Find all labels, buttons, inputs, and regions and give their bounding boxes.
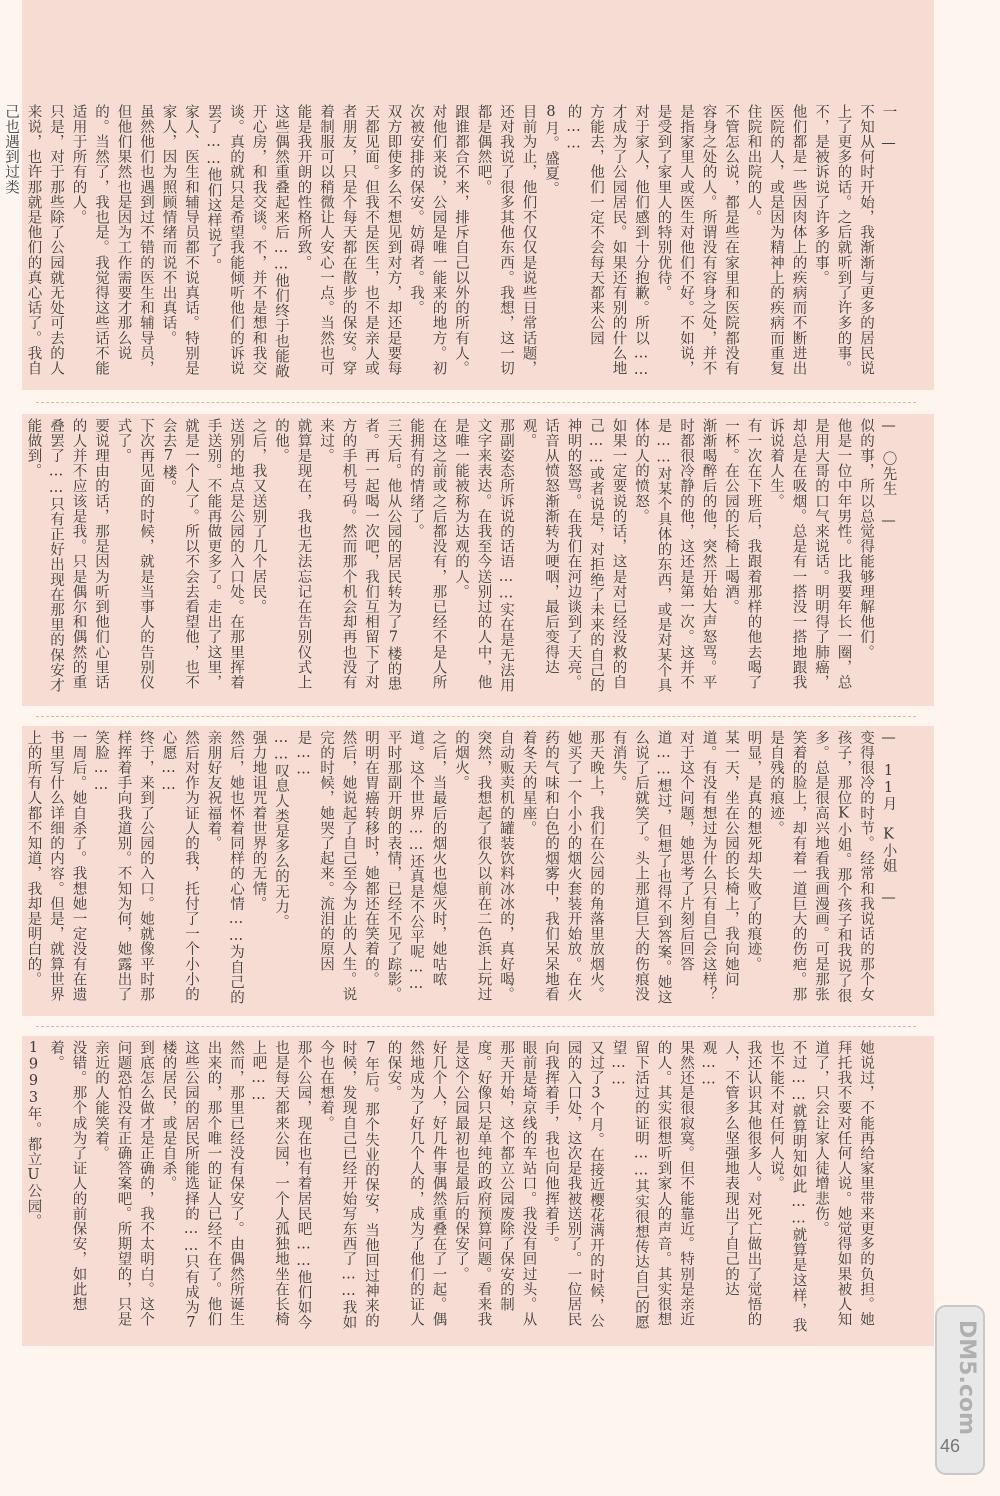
section-body: 似的事，所以总觉得能够理解他们。 他是一位中年男性。比我要年长一圈，总是用大哥的口气来说话。明明得了肺癌，却总是在吸烟。总是有一搭没一搭地跟我诉说着人生。 有一次在下班后，我跟着那样的他去喝了一杯。在公园的长椅上喝酒。 渐渐喝醉后的他，突然开始大声怒骂。平时都很冷静的他，这还是第一次。这并不是……对某个具体的东西，或是对某个具体的人的愤怒。 如果一定要说的话，这是对已经没救的自己……或者说是，对拒绝了未来的自己的神明的怒骂。在我们在河边谈到了天亮。 话音从愤怒渐渐转为哽咽，最后变得达观。 那副姿态所诉说的话语……实在是无法用文字来表达。在我至今送别过的人中，他是唯一能被称为达观的人。 在这之前或之后都没有，那已经不是人所能拥有的情绪了。 三天后。他从公园的居民转为了7楼的患者。再一起喝一次吧，我们互相留下了对方的手机号码。然而那个机会却再也没有来过。 就算是现在，我也无法忘记在告别仪式上的他。 之后，我又送别了几个居民。 送别的地点是公园的入口处。在那里挥着手送别。不能再做更多了。走出了这里，就是一个人了。所以不会去看望他，也不会去7楼。 下次再见面的时候，就是当事人的告别仪式了。 要说理由的话，那是因为听到他们心里话的人并不应该是我。只是偶尔和偶然的重叠罢了……只有正好出现在那里的保安才能做到。 xyxy=(25,418,874,693)
section-divider xyxy=(36,716,916,717)
section-heading: — 11月 K小姐 — xyxy=(880,730,897,907)
section-divider xyxy=(36,402,916,403)
section-divider xyxy=(36,1026,916,1027)
article-section-4 xyxy=(25,1040,922,1340)
article-section-3 xyxy=(25,730,922,1012)
section-body: 不知从何时开始，我渐渐与更多的居民说上了更多的话。之后就听到了许多的事。不，是被诉说了许多的事。 他们都是一些因肉体上的疾病而不断进出医院的人，或是因为精神上的疾病而重复住院和出院的人。 不管怎么说，都是些在家里和医院都没有容身之处的人。所谓没有容身之处，并不是指家里人或医生对他们不好。不如说，是受到了家里人的特别优待。 对于家人，他们感到十分抱歉。所以……才成为了公园居民。如果还有别的什么地方能去，他们一定不会每天都来公园的…… 8月。盛夏。 目前为止，他们不仅仅是说些日常话题，还对我说了很多其他东西。我想，这一切都是偶然吧。 跟谁都合不来，排斥自己以外的所有人。对他们来说，公园是唯一能来的地方。初次被安排的保安。妨碍者。我。 双方即使多么不想见到对方，却还是要每天都见面。但我不是医生，也不是亲人或者朋友，只是个每天都在散步的保安。穿着制服可以稍微让人安心一点。当然也可能是我开朗的性格所致。 这些偶然重叠起来后……他们终于也能敞开心房，和我交谈。不，并不是想和我交谈。真的就只是希望我能倾听他们的诉说罢了……他们这样说了。 家人、医生和辅导员都不说真话。特别是家人，因为照顾情绪而说不出真话。 虽然他们也遇到过不错的医生和辅导员，但他们果然也是因为工作需要才那么说的。当然了，我也是。我觉得这些话不能适用于所有的人。 只是，对于那些除了公园就无处可去的人来说，也许那就是他们的真心话了。我自己也遇到过类 xyxy=(3,104,874,379)
section-body: 她说过，不能再给家里带来更多的负担。她拜托我不要对任何人说。她觉得如果被人知道了，只会让家人徒增悲伤。 不过……就算明知如此……就算是这样，我也不能不对任何人说。 我还认识其他很多人。对死亡做出了觉悟的人，不管多么坚强地表现出了自己的达观…… 果然还是很寂寞。但不能靠近。特别是亲近的人。其实很想听到家人的声音。其实很想留下活过的证明……其实很想传达自己的愿望…… 又过了3个月。在接近樱花满开的时候，公园的入口处，这次是我被送别了。一位居民向我挥着手，我也向他挥着手。 眼前是埼京线的车站口。我没有回过头。从那天开始，这个都立公园废除了保安的制度。好像只是单纯的政府预算问题。看来我是这个公园最初也是最后的保安了。 好几个人，好几件事偶然重叠在了一起。偶然地成为了好几个人的，成为了他们的证人的保安。 7年后。那个失业的保安，当他回过神来的时候，发现自己已经开始写东西了……我如今也在想着。 那个公园，现在也有着居民吧……他们如今也是每天都来公园，一个人孤独地坐在长椅上吧…… 然而，那里已经没有保安了。由偶然所诞生出来的，那个唯一的证人已经不在了。他们这些公园的居民所能选择的……只有成为7楼的居民，或是自杀。 到底怎么做才是正确的，我不太明白。这个问题恐怕没有正确答案吧。所期望的，只是亲近的人能笑着。 没错。那个成为了证人的前保安，如此想着。 1993年。都立U公园。 xyxy=(25,1040,874,1333)
article-section-2 xyxy=(25,418,922,702)
section-heading: 一 — xyxy=(880,104,897,153)
section-body: 变得很冷的时节。经常和我说话的那个女孩子，那位K小姐。那个孩子和我说了很多。总是很高兴地看我画漫画。可是那张笑着的脸上，却有着一道巨大的伤疤。那是自残的痕迹。 明显，是真的想死却失败了的痕迹。 某一天，坐在公园的长椅上，我向她问道。有没有想过为什么只有自己会这样？ 对于这个问题，她思考了片刻后回答道……想过，但想了也得不到答案。她这么说了后就笑了。头上那道巨大的伤痕没有消失。 那天晚上，我们在公园的角落里放烟火。她买了一个小小的烟火套装开始放。在火药的气味和白色的烟雾中，我们呆呆地看着冬天的星座。 自动贩卖机的罐装饮料冰冰的，真好喝。突然，我想起了很久以前在二色浜上玩过的烟火。 之后，当最后的烟火也熄灭时，她咕哝道。这个世界……还真是不公平呢…… 平时那副开朗的表情，已经不见了踪影。明明在胃癌转移时，她都还在笑着的。 然后，她说起了自己至今为止的人生。说完的时候，她哭了起来。流泪的原因是…… ……叹息人类是多么的无力。 强力地诅咒着世界的无情。 然后，她也怀着同样的心情……为自己的亲朋好友祝福着。 然后对作为证人的我，托付了一个小小的心愿…… 终于，来到了公园的入口。她就像平时那样挥着手向我道别。不知为何，她露出了笑脸…… 一周后。她自杀了。我想她一定没有在遗书里写什么详细的内容。但是，就算世界上的所有人都不知道，我却是明白的。 xyxy=(25,730,874,1005)
article-section-1 xyxy=(3,104,922,390)
section-heading: — 〇先生 — xyxy=(880,418,897,530)
watermark-text: DM5.com xyxy=(954,1320,979,1435)
page-number: 46 xyxy=(940,1436,961,1456)
